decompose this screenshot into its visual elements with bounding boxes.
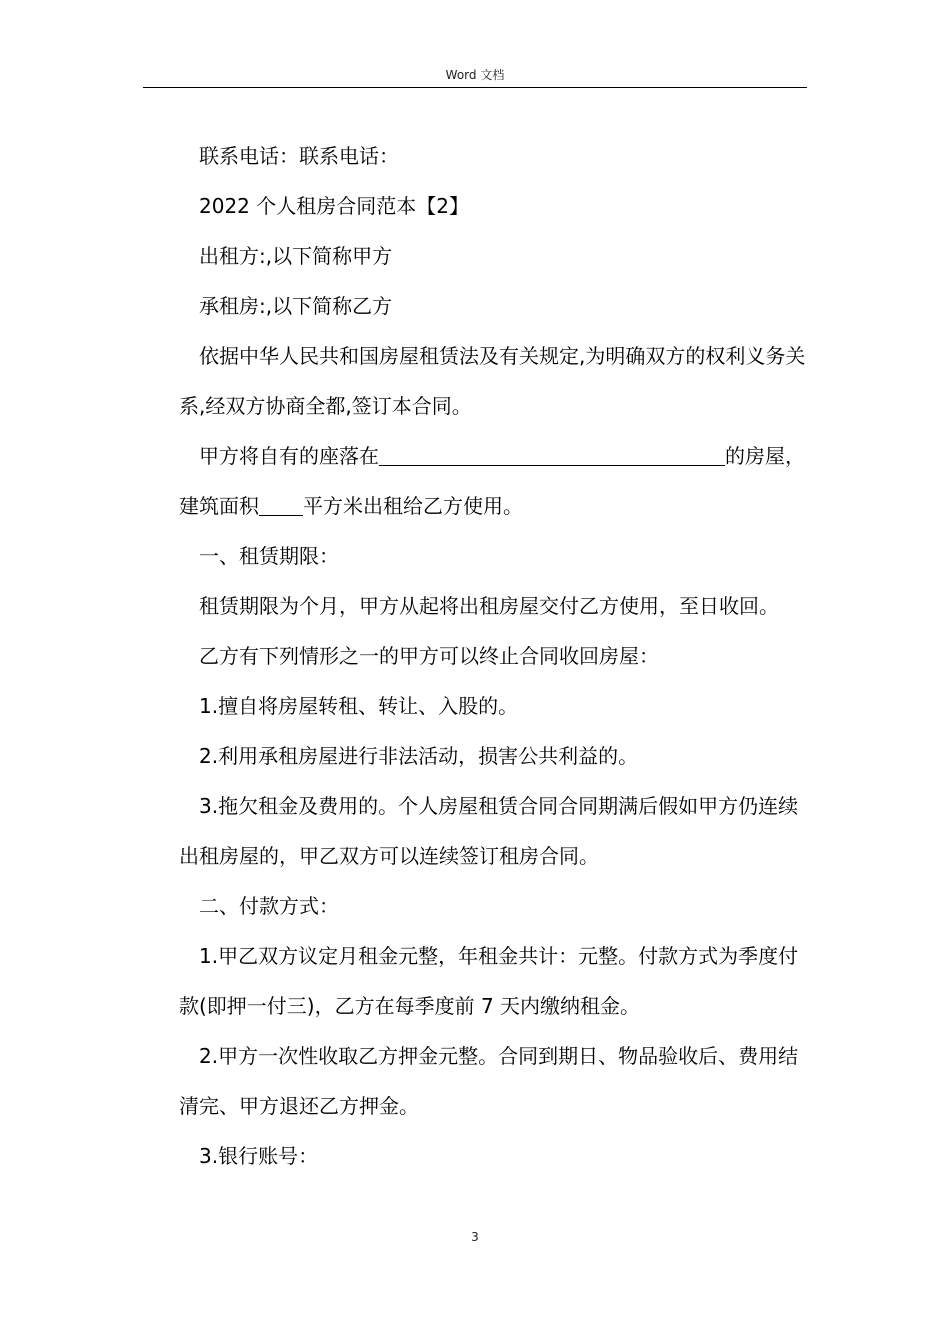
list-item: 2.利用承租房屋进行非法活动，损害公共利益的。	[199, 744, 639, 768]
clause-text: 平方米出租给乙方使用。	[303, 494, 523, 518]
page-number: 3	[471, 1230, 479, 1244]
header-divider	[143, 87, 807, 88]
paragraph: 联系电话：联系电话：	[199, 144, 399, 168]
list-item: 2.甲方一次性收取乙方押金元整。合同到期日、物品验收后、费用结清完、甲方退还乙方押金。	[179, 1044, 799, 1118]
paragraph: 承租房:,以下简称乙方	[199, 294, 393, 318]
property-clause	[179, 431, 809, 531]
area-blank	[259, 495, 303, 516]
section-heading: 二、付款方式：	[199, 894, 339, 918]
paragraph: 租赁期限为个月，甲方从起将出租房屋交付乙方使用，至日收回。	[199, 594, 779, 618]
list-item: 1.甲乙双方议定月租金元整，年租金共计：元整。付款方式为季度付款(即押一付三)，乙方在每季度前 7 天内缴纳租金。	[179, 944, 799, 1018]
address-blank	[379, 445, 725, 466]
list-item: 1.擅自将房屋转租、转让、入股的。	[199, 694, 519, 718]
paragraph: 2022 个人租房合同范本【2】	[199, 194, 469, 218]
section-heading: 一、租赁期限：	[199, 544, 339, 568]
paragraph: 乙方有下列情形之一的甲方可以终止合同收回房屋：	[199, 644, 659, 668]
page-header: Word 文档	[445, 68, 505, 82]
paragraph: 出租方:,以下简称甲方	[199, 244, 393, 268]
document-body	[179, 131, 809, 1181]
list-item: 3.拖欠租金及费用的。个人房屋租赁合同合同期满后假如甲方仍连续出租房屋的，甲乙双方可以连续签订租房合同。	[179, 794, 799, 868]
clause-text: 的房屋，建筑面积	[179, 444, 805, 518]
paragraph: 依据中华人民共和国房屋租赁法及有关规定,为明确双方的权利义务关系,经双方协商全都,签订本合同。	[179, 344, 806, 418]
clause-text: 甲方将自有的座落在	[199, 444, 379, 468]
list-item: 3.银行账号：	[199, 1144, 319, 1168]
